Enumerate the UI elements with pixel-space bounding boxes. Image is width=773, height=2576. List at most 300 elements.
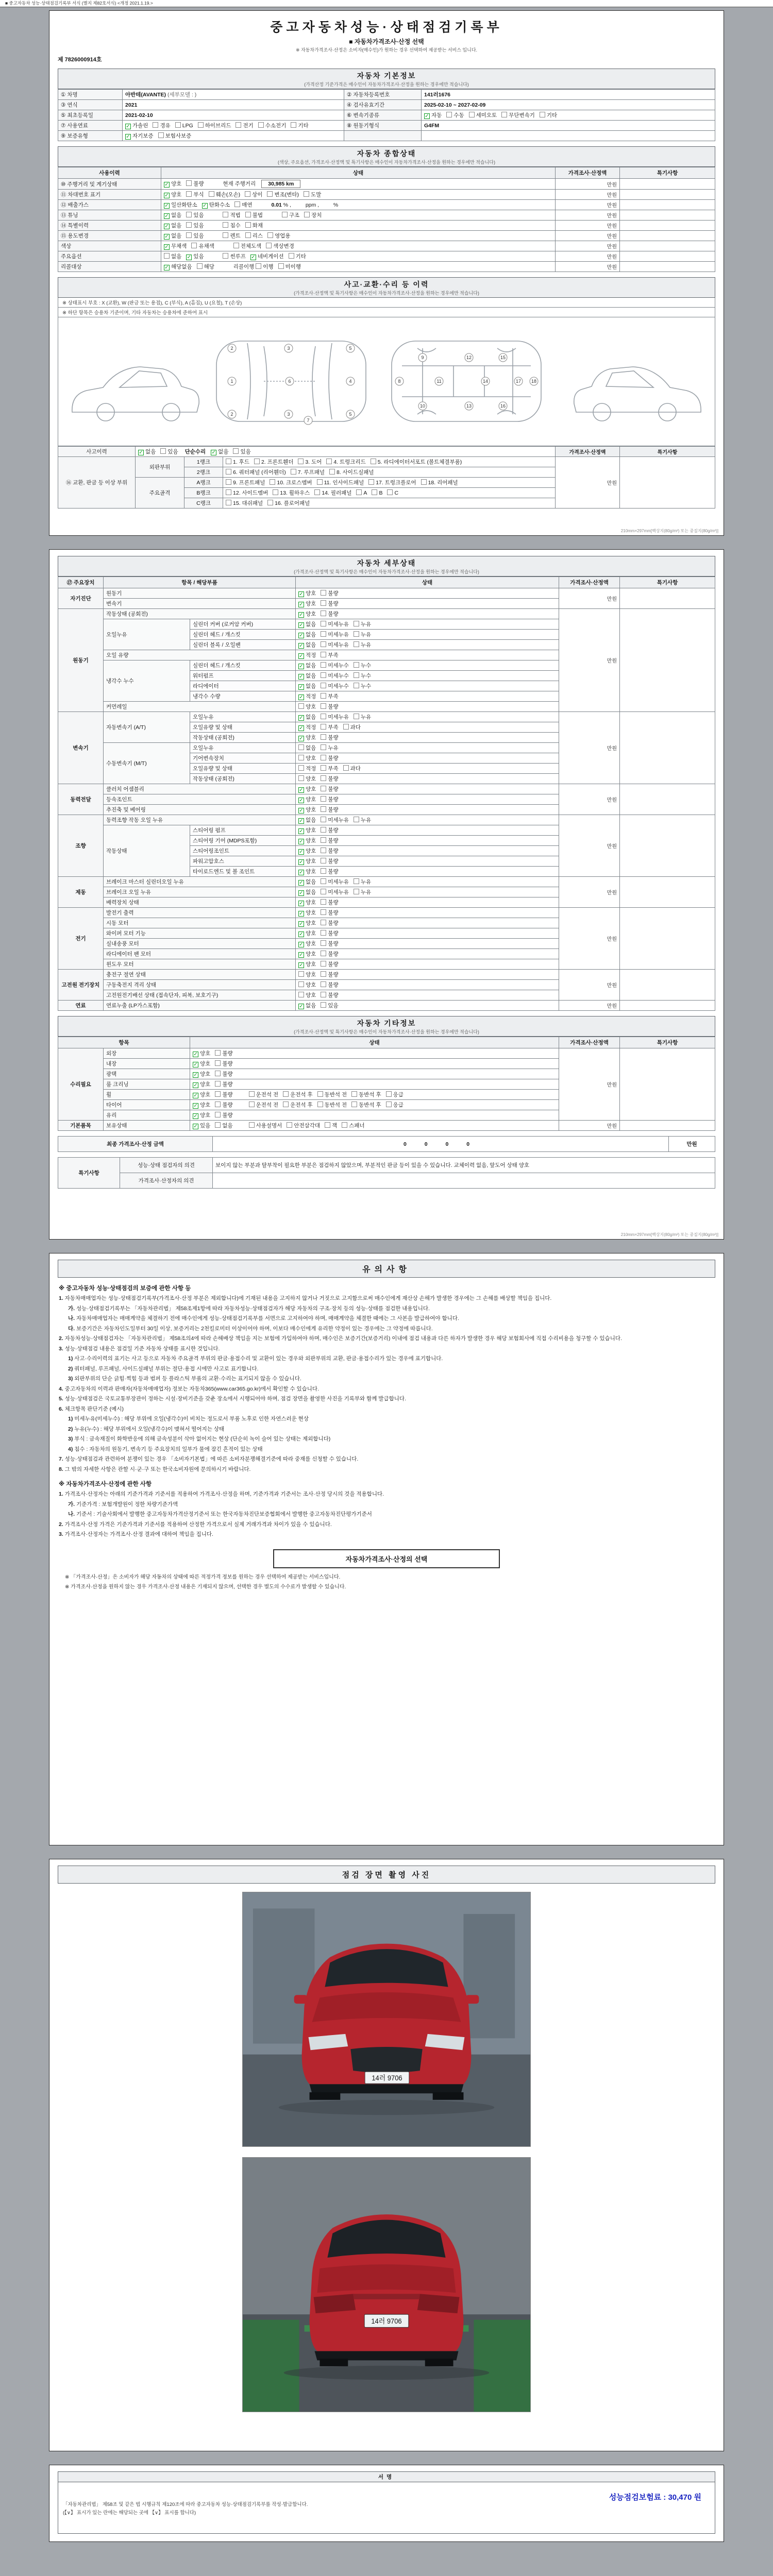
detail-row: 와이퍼 모터 기능 ✓ 양호 불량 [58,928,715,939]
checkbox-mark [321,920,326,925]
checkbox-불량 [321,600,338,607]
checkbox-불량 [321,795,338,803]
checkbox-label: 12. 사이드멤버 [233,490,268,496]
checkbox-label: 불량 [328,982,339,988]
checkbox-B [372,489,382,496]
checkbox-있음 [186,252,204,260]
checkbox-label: 수소전기 [265,123,287,129]
svg-text:8: 8 [398,379,401,384]
checkbox-불량 [321,826,338,834]
checkbox-mark: ✓ [126,134,130,140]
checkbox-label: 불량 [328,601,339,607]
detail-state-table: ⑰ 주요장치 항목 / 해당부품 상태 가격조사·산정액 특기사항 자기진단 원동기 ✓ 양호 불량 만원 변속기 ✓ 양호 불량 원동기 작동상태 (공회전) ✓ 양호 불량 만원 오일누유 실린더 커버 (로커암 커버) ✓ 없음 미세누유 누유 실린더 헤드 / 개스킷 ✓ 없음 미세누유 누유 실린더 블록 / 오일팬 ✓ 없음 미세누유 누유 오일 유량 ✓ 적정 부족 냉각수 누수 실린더 헤드 / 개스킷 ✓ 없음 미세누수 누수 워터펌프 ✓ 없음 미세누수 누수 라디에이터 ✓ 없음 미세누수 누수 냉각수 수량 ✓ 적정 부족 커먼레일 양호 불량 변속기 자동변속기 (A/T) 오일누유 ✓ 없음 미세누유 누유 만원 오일유량 및 상태 ✓ 적정 부족 과다 작동상태 (공회전) ✓ 양호 불량 수동변속기 (M/T) 오일누유 없음 누유 기어변속장치 양호 불량 오일유량 및 상태 적정 부족 과다 작동상태 (공회전) 양호 불량 동력전달 클러치 어셈블리 ✓ 양호 불량 만원 등속조인트 ✓ 양호 불량 추진축 및 베어링 ✓ 양호 불량 조향 동력조향 작동 오일 누유 ✓ 없음 미세누유 누유 만원 작동상태 스티어링 펌프 ✓ 양호 불량 스티어링 기어 (MDPS포함) ✓ 양호 불량 스티어링조인트 ✓ 양호 불량 파워고압호스 ✓ 양호 불량 타이로드엔드 및 볼 조인트 ✓ 양호 불량 제동 브레이크 마스터 실린더오일 누유 ✓ 없음 미세누유 누유 만원 브레이크 오일 누유 ✓ 없음 미세누유 누유 배력장치 상태 ✓ 양호 불량 전기 발전기 출력 ✓ 양호 불량 만원 시동 모터 ✓ 양호 불량 와이퍼 모터 기능 ✓ 양호 불량 실내송풍 모터 ✓ 양호 불량 라디에이터 팬 모터 ✓ 양호 불량 윈도우 모터 ✓ 양호 불량 고전원 전기장치 충전구 절연 상태 양호 불량 만원 구동축전지 격리 상태 양호 불량 고전원전기배선 상태 (접속단자, 피복, 보호기구) 양호 불량 연료 연료누출 (LP가스포함) ✓ 없음 있음 만원 [58,577,715,1011]
checkbox-label: 미세누수 [328,673,349,679]
document-number: 제 7826000914호 [58,57,102,63]
rank-row: ⑯ 교환, 판금 등 이상 부위 외판부위 1랭크 1. 후드 2. 프론트휀더 3. 도어 4. 트렁크리드 5. 라디에이터서포트 (볼트체결부품) 만원 [58,457,715,467]
checkbox-양호 [298,795,316,803]
checkbox-미세누유 [321,888,349,896]
checkbox-label: 양호 [306,920,316,926]
checkbox-label: 양호 [200,1092,211,1098]
checkbox-label: 침수 [230,223,241,229]
checkbox-mark [158,132,164,138]
checkbox-label: 양호 [200,1102,211,1108]
checkbox-label: 누유 [360,621,372,628]
notice-item: 4. 중고자동차의 이력과 판매자(자동차매매업자) 정보는 자동차365(www.car365.go.kr)에서 확인할 수 있습니다. [59,1385,319,1392]
checkbox-label: 누유 [360,817,372,823]
checkbox-mark [321,981,326,987]
detail-row: 동력전달 클러치 어셈블리 ✓ 양호 불량 만원 [58,784,715,794]
checkbox-label: 렌트 [230,233,241,239]
checkbox-양호 [298,785,316,793]
checkbox-label: 양호 [306,869,316,875]
checkbox-label: 적정 [306,766,316,772]
checkbox-mark [153,122,158,128]
checkbox-운전석 후 [283,1101,313,1109]
checkbox-누유 [354,816,371,824]
checkbox-13. 휠하우스 [273,489,310,497]
checkbox-mark [223,222,228,228]
checkbox-mark [343,724,349,730]
checkbox-mark: ✓ [299,839,304,844]
notice-title: 유의사항 [58,1260,715,1278]
svg-text:9: 9 [421,355,424,360]
detail-row: 고전원 전기장치 충전구 절연 상태 양호 불량 만원 [58,970,715,980]
checkbox-동반석 전 [317,1101,347,1109]
checkbox-label: 양호 [306,982,316,988]
checkbox-불량 [321,868,338,875]
checkbox-label: 양호 [171,192,182,198]
checkbox-label: 누유 [328,745,339,751]
overall-row: ⑫ 배출가스 ✓ 일산화탄소 ✓ 탄화수소 매연 0.01 % , ppm , % 만원 [58,200,715,210]
checkbox-불량 [321,940,338,947]
section-etc-header [58,1016,715,1037]
section-accident-header [58,277,715,298]
detail-row: 작동상태 스티어링 펌프 ✓ 양호 불량 [58,825,715,836]
signature-line-2: (【∨】 표시가 있는 란에는 해당되는 곳에 【∨】 표시를 합니다) [63,2510,196,2516]
checkbox-없음 [164,211,181,219]
checkbox-mark [215,1101,221,1107]
checkbox-양호 [298,826,316,834]
checkbox-mark [354,631,359,637]
checkbox-mark [245,212,251,217]
checkbox-미세누유 [321,713,349,721]
checkbox-탄화수소 [202,201,230,209]
checkbox-label: 양호 [171,181,182,187]
paper-size-note: 210mm×297mm[백상지(80g/m²) 또는 중질지(80g/m²)] [620,529,718,533]
rank-row: C랭크 15. 대쉬패널 16. 플로어패널 [58,498,715,509]
final-price-table [58,1136,715,1152]
checkbox-mark [186,212,192,217]
svg-text:5: 5 [349,412,352,417]
checkbox-label: 상이 [252,192,263,198]
checkbox-없음 [298,888,316,896]
checkbox-label: 기타 [295,253,306,260]
checkbox-응급 [386,1101,404,1109]
checkbox-label: 유채색 [198,243,214,249]
checkbox-label: 있음 [167,449,178,455]
checkbox-label: 누수 [360,683,372,689]
checkbox-mark [215,1060,221,1066]
price-select-note: ※ 자동차가격조사·산정은 소비자(매수인)가 원하는 경우 선택하여 제공받는 서비스 입니다. [295,47,478,53]
checkbox-mark [321,992,326,997]
svg-text:18: 18 [531,379,537,384]
checkbox-mark [343,765,349,771]
checkbox-label: 불량 [328,735,339,741]
checkbox-있음 [186,222,204,229]
checkbox-mark [215,1112,221,1117]
detail-row: 등속조인트 ✓ 양호 불량 [58,794,715,805]
checkbox-없음 [215,1122,232,1129]
checkbox-mark: ✓ [299,1004,304,1009]
checkbox-mark: ✓ [299,952,304,958]
checkbox-mark [354,641,359,647]
checkbox-mark [321,683,326,688]
checkbox-mark [501,112,507,117]
checkbox-mark [198,122,204,128]
checkbox-mark [197,263,203,269]
checkbox-label: 양호 [200,1050,211,1057]
checkbox-label: 부족 [328,693,339,700]
checkbox-mark [304,212,310,217]
checkbox-mark [321,930,326,936]
checkbox-label: 없음 [222,1123,233,1129]
section-title-detail: 자동차 세부상태 [357,559,416,567]
checkbox-mark [321,724,326,730]
checkbox-label: 불량 [328,848,339,854]
checkbox-label: 장치 [311,212,322,218]
checkbox-양호 [298,868,316,875]
checkbox-label: 응급 [393,1092,404,1098]
inspection-photo-front [242,1892,531,2147]
checkbox-mark [298,981,304,987]
checkbox-label: 양호 [306,611,316,617]
checkbox-label: LPG [182,123,193,129]
checkbox-label: 변조(변타) [274,192,299,198]
checkbox-label: C [394,490,399,496]
checkbox-label: 미세누유 [328,817,349,823]
svg-text:3: 3 [287,412,290,417]
checkbox-label: 6. 쿼터패널 (리어휀더) [233,469,286,476]
checkbox-유채색 [191,242,214,250]
checkbox-label: 양호 [306,992,316,998]
checkbox-동반석 후 [351,1101,381,1109]
checkbox-mark [236,122,241,128]
accident-history-row: 사고이력 ✓ 없음 있음 단순수리 ✓ 없음 있음 가격조사·산정액 특기사항 [58,447,715,457]
detail-row: 오일유량 및 상태 적정 부족 과다 [58,764,715,774]
checkbox-label: 불량 [222,1061,233,1067]
checkbox-mark [321,899,326,905]
notice-item: 7. 성능·상태점검과 관련하여 분쟁이 있는 경우 「소비자기본법」에 따른 소비자분쟁해결기준에 따라 중재를 신청할 수 있습니다. [59,1456,359,1462]
checkbox-mark: ✓ [299,622,304,628]
checkbox-렌트 [223,232,240,240]
notice-section-head: ※ 중고자동차 성능·상태점검의 보증에 관한 사항 등 [59,1285,191,1292]
notice-item: 3) 부식 : 금속재질이 화학반응에 의해 금속성분이 삭아 없어지는 현상 (단순히 녹이 슬어 있는 상태는 제외합니다) [68,1436,331,1442]
checkbox-mark [258,122,264,128]
checkbox-불량 [321,589,338,597]
checkbox-불량 [321,991,338,999]
detail-row: 오일유량 및 상태 ✓ 적정 부족 과다 [58,722,715,733]
etc-row: 휠 ✓ 양호 불량 운전석 전 운전석 후 동반석 전 동반석 후 응급 [58,1090,715,1100]
checkbox-양호 [298,919,316,927]
checkbox-label: 리스 [252,233,263,239]
basic-row: ⑨ 보증유형 ✓ 자기보증 보험사보증 [58,131,715,141]
checkbox-label: 양호 [306,951,316,957]
checkbox-mark [321,765,326,771]
checkbox-label: 응급 [393,1102,404,1108]
checkbox-label: 썬루프 [230,253,246,260]
checkbox-label: 불량 [222,1081,233,1088]
checkbox-누수 [354,662,371,669]
checkbox-mark [267,500,273,505]
checkbox-label: 불량 [328,807,339,813]
etc-row: 룸 크리닝 ✓ 양호 불량 [58,1079,715,1090]
checkbox-mark [321,621,326,626]
checkbox-양호 [298,703,316,710]
checkbox-label: 잭 [332,1123,338,1129]
checkbox-mark [354,878,359,884]
etc-row: 광택 ✓ 양호 불량 [58,1069,715,1079]
checkbox-label: 미세누유 [328,879,349,885]
checkbox-mark [223,253,228,259]
checkbox-label: 불량 [328,920,339,926]
detail-row: 자기진단 원동기 ✓ 양호 불량 만원 [58,588,715,599]
checkbox-mark: ✓ [164,265,169,270]
basic-row: ③ 연식 2021 ④ 검사유효기간 2025-02-10 ~ 2027-02-09 [58,100,715,110]
page-5 [49,2465,724,2542]
checkbox-label: 양호 [306,941,316,947]
inspection-photo-rear [242,2157,531,2412]
checkbox-label: 16. 플로어패널 [275,500,310,506]
notice-item: 3. 가격조사·산정자는 가격조사·산정 결과에 대하여 책임을 집니다. [59,1531,213,1537]
checkbox-label: 수동 [453,112,464,118]
notice-item: 가. 성능·상태점검기록부는 「자동차관리법」 제58조제1항에 따라 자동차성능·상태점검자가 해당 자동차의 구조·장치 등의 성능·상태를 점검한 내용입니다. [68,1305,430,1312]
checkbox-label: 기타 [546,112,558,118]
accident-history-table [58,446,715,509]
detail-row: 타이로드엔드 및 볼 조인트 ✓ 양호 불량 [58,867,715,877]
checkbox-label: 없음 [306,714,316,720]
svg-text:15: 15 [500,355,506,360]
checkbox-침수 [223,222,240,229]
checkbox-mark [298,744,304,750]
notice-item: 4) 침수 : 자동차의 원동기, 변속기 등 주요장치의 일부가 물에 잠긴 흔적이 있는 상태 [68,1446,263,1452]
final-price-label: 최종 가격조사·산정 금액 [58,1137,213,1152]
checkbox-mark [321,631,326,637]
checkbox-썬루프 [223,252,245,260]
checkbox-LPG [175,122,193,129]
checkbox-15. 대쉬패널 [226,499,263,507]
checkbox-없음 [298,744,316,752]
checkbox-mark [354,714,359,719]
checkbox-label: 양호 [200,1061,211,1067]
checkbox-mark [469,112,475,117]
accident-legend-2: ※ 하단 항목은 승용차 기준이며, 기타 자동차는 승용차에 준하여 표시 [58,308,715,317]
checkbox-양호 [298,847,316,855]
notice-item: 2. 가격조사·산정 가격은 기준가격과 기준서를 적용하여 산정한 가격으로서 실제 거래가격과 차이가 있을 수 있습니다. [59,1521,332,1528]
checkbox-누수 [354,672,371,680]
odometer-value: 30,985 km [261,180,300,188]
checkbox-label: 누유 [360,879,372,885]
checkbox-양호 [298,991,316,999]
svg-text:2: 2 [230,412,233,417]
checkbox-mark: ✓ [299,901,304,906]
checkbox-전체도색 [233,242,262,250]
checkbox-mark [249,1091,255,1097]
checkbox-mark: ✓ [299,942,304,947]
checkbox-불량 [186,180,204,188]
checkbox-양호 [193,1080,210,1088]
svg-text:12: 12 [466,355,472,360]
checkbox-불량 [215,1111,232,1119]
checkbox-label: 없음 [171,223,182,229]
checkbox-양호 [298,929,316,937]
checkbox-불량 [321,847,338,855]
checkbox-label: 미세누유 [328,642,349,648]
checkbox-mark [321,858,326,863]
checkbox-mark [356,489,362,495]
checkbox-누유 [354,878,371,886]
checkbox-mark [226,500,231,505]
checkbox-불량 [321,610,338,618]
checkbox-mark: ✓ [164,193,169,198]
checkbox-양호 [298,857,316,865]
checkbox-있음 [233,448,250,455]
overall-row: ⑬ 튜닝 ✓ 없음 있음 적법 불법 구조 장치 만원 [58,210,715,221]
section-note-overall: (색상, 주요옵션, 가격조사·산정액 및 특기사항은 매수인이 자동차가격조사·산정을 원하는 경우에만 적습니다) [277,160,496,165]
checkbox-label: 색상변경 [273,243,294,249]
svg-text:13: 13 [466,403,472,409]
checkbox-mark: ✓ [299,849,304,855]
checkbox-양호 [193,1101,210,1109]
checkbox-label: 양호 [306,735,316,741]
checkbox-불량 [321,857,338,865]
section-note-etc: (가격조사·산정액 및 특기사항은 매수인이 자동차가격조사·산정을 원하는 경우에만 적습니다) [294,1029,479,1035]
checkbox-누유 [354,631,371,638]
checkbox-mark [321,889,326,894]
checkbox-label: 불량 [328,838,339,844]
checkbox-양호 [298,909,316,917]
checkbox-미이행 [278,263,301,270]
svg-text:3: 3 [287,346,290,351]
checkbox-mark: ✓ [193,1124,198,1129]
checkbox-양호 [298,734,316,741]
checkbox-label: 양호 [306,755,316,761]
checkbox-label: 불량 [328,941,339,947]
checkbox-mark: ✓ [299,694,304,700]
signature-table [58,2471,715,2534]
checkbox-mark [354,889,359,894]
checkbox-mark: ✓ [299,859,304,865]
checkbox-mark [372,489,377,495]
checkbox-mark [321,909,326,915]
checkbox-응급 [386,1091,404,1098]
notice-item: 2. 자동차성능·상태점검자는 「자동차관리법」 제58조의4에 따라 손해배상 책임을 지는 보험에 가입하여야 하며, 매수인은 보증기간(보증거리) 이내에 점검 내용과 다른 하자가 발생한 경우 해당 보험회사에 직접 수리비용을 청구할 수 있습니다. [59,1335,622,1342]
checkbox-label: 해당 [204,264,214,270]
checkbox-label: 누유 [360,632,372,638]
detail-row: 실내송풍 모터 ✓ 양호 불량 [58,939,715,949]
checkbox-label: 15. 대쉬패널 [233,500,263,506]
checkbox-mark [321,848,326,853]
price-select-label: ■ 자동차가격조사·산정 선택 [349,38,424,45]
checkbox-label: 양호 [306,786,316,792]
checkbox-mark [351,1101,357,1107]
signature-title: 서명 [58,2472,715,2482]
checkbox-양호 [298,589,316,597]
checkbox-mark: ✓ [299,684,304,690]
checkbox-없음 [298,1002,316,1009]
detail-row: 냉각수 수량 ✓ 적정 부족 [58,691,715,702]
license-plate-front: 14러 9706 [372,2074,402,2082]
checkbox-mark: ✓ [299,715,304,721]
checkbox-양호 [193,1060,210,1067]
checkbox-운전석 후 [283,1091,313,1098]
notice-item: 나. 자동차매매업자는 매매계약을 체결하기 전에 매수인에게 성능·상태점검기록부를 서면으로 고지하여야 하며, 매매계약을 체결한 때에는 그 사본을 발급하여야 합니다. [68,1315,459,1321]
checkbox-불량 [215,1101,232,1109]
checkbox-구조 [282,211,299,219]
checkbox-양호 [164,180,181,188]
checkbox-불량 [215,1080,232,1088]
checkbox-mark: ✓ [299,653,304,659]
checkbox-mark: ✓ [193,1113,198,1119]
checkbox-있음 [321,1002,338,1009]
basic-row: ⑦ 사용연료 ✓ 가솔린 경유 LPG 하이브리드 전기 수소전기 기타 ⑧ 원동기형식 G4FM [58,121,715,131]
checkbox-동반석 전 [317,1091,347,1098]
detail-row: 오일 유량 ✓ 적정 부족 [58,650,715,660]
checkbox-mark: ✓ [299,931,304,937]
detail-row: 변속기 자동변속기 (A/T) 오일누유 ✓ 없음 미세누유 누유 만원 [58,712,715,722]
checkbox-mark [289,253,294,259]
checkbox-mark [223,232,228,238]
notice-item: 3) 외판부위의 단순 긁힘·찍힘 등과 범퍼 등 플라스틱 부품의 교환·수리는 표기되지 않을 수 있습니다. [68,1376,301,1382]
checkbox-mark [226,459,231,464]
checkbox-label: 미세누유 [328,714,349,720]
checkbox-label: 운전석 전 [256,1102,279,1108]
checkbox-label: 보험사보증 [165,133,192,139]
checkbox-없음 [298,631,316,638]
page-3 [49,1253,724,1845]
checkbox-양호 [164,191,181,198]
overall-row: ⑭ 특별이력 ✓ 없음 있음 침수 화재 만원 [58,221,715,231]
checkbox-mark: ✓ [193,1093,198,1098]
checkbox-mark [321,786,326,791]
checkbox-mark: ✓ [193,1082,198,1088]
checkbox-label: 11. 인사이드패널 [324,480,364,486]
detail-row: 변속기 ✓ 양호 불량 [58,599,715,609]
checkbox-mark [354,683,359,688]
checkbox-적정 [298,723,316,731]
checkbox-mark [321,641,326,647]
checkbox-불량 [215,1060,232,1067]
detail-row: 제동 브레이크 마스터 실린더오일 누유 ✓ 없음 미세누유 누유 만원 [58,877,715,887]
detail-row: 라디에이터 ✓ 없음 미세누수 누수 [58,681,715,691]
checkbox-mark: ✓ [299,890,304,896]
overall-row: ⑪ 차대번호 표기 ✓ 양호 부식 훼손(오손) 상이 변조(변타) 도말 만원 [58,190,715,200]
checkbox-자기보증 [125,132,154,140]
signature-body [58,2482,715,2534]
checkbox-label: 양호 [306,796,316,803]
detail-row: 전기 발전기 출력 ✓ 양호 불량 만원 [58,908,715,918]
checkbox-mark [186,222,192,228]
checkbox-스패너 [342,1122,364,1129]
overall-row: 리콜대상 ✓ 해당없음 해당 리콜이행 이행 미이행 만원 [58,262,715,272]
checkbox-mark [298,703,304,709]
svg-text:17: 17 [515,379,522,384]
checkbox-mark: ✓ [299,591,304,597]
checkbox-있음 [186,211,204,219]
checkbox-16. 플로어패널 [267,499,310,507]
checkbox-label: 동반석 후 [359,1102,381,1108]
checkbox-label: 세미오토 [476,112,497,118]
detail-row: 스티어링조인트 ✓ 양호 불량 [58,846,715,856]
